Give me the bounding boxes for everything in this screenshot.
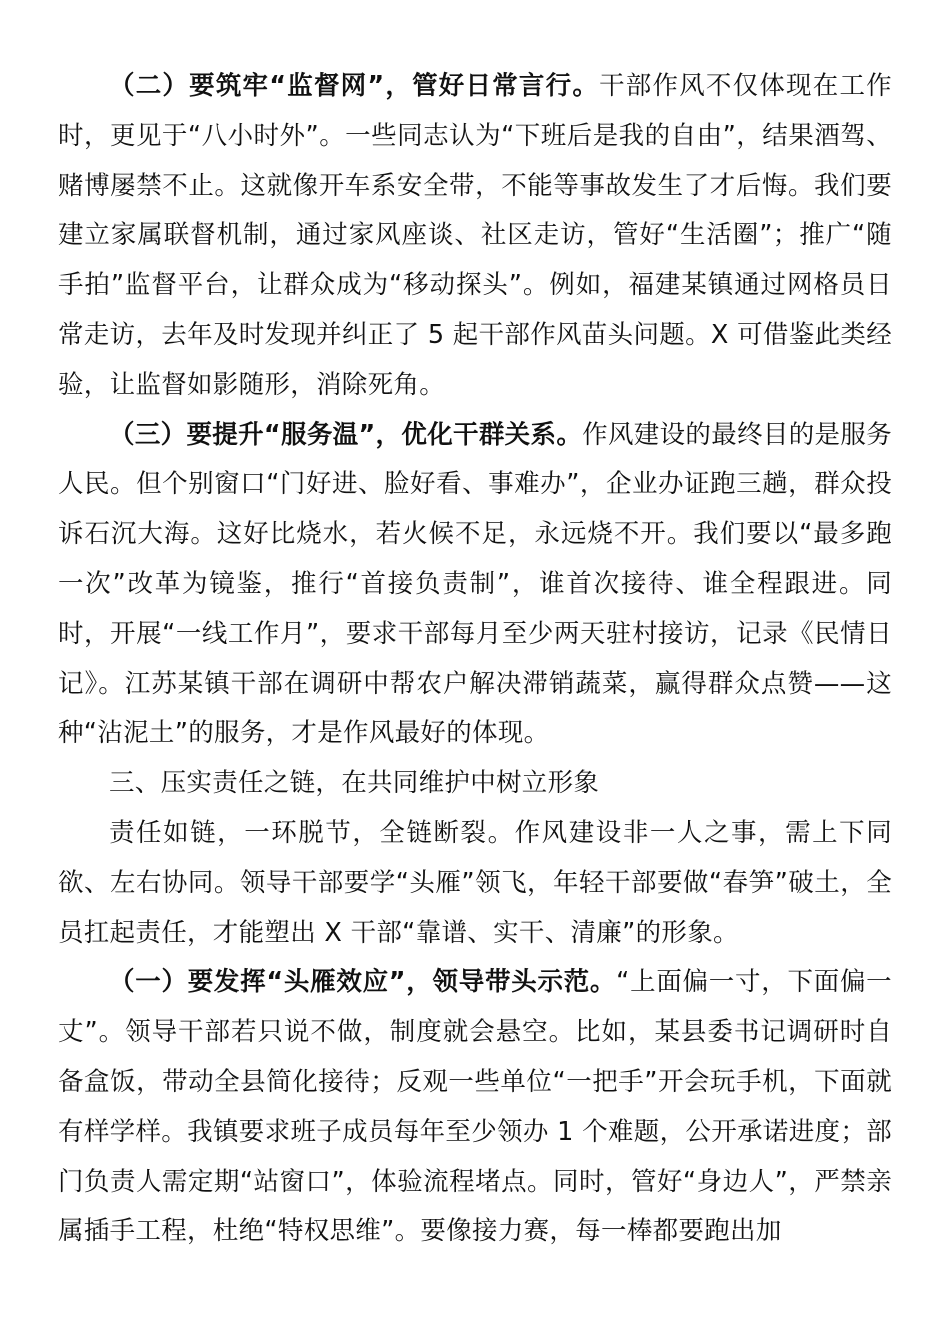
paragraph-body: 干部作风不仅体现在工作时，更见于“八小时外”。一些同志认为“下班后是我的自由”，结果酒驾、赌博屡禁不止。这就像开车系安全带，不能等事故发生了才后悔。我们要建立家属联督机制，通过家风座谈、社区走访，管好“生活圈”；推广“随手拍”监督平台，让群众成为“移动探头”。例如，福建某镇通过网格员日常走访，去年及时发现并纠正了 5 起干部作风苗头问题。X 可借鉴此类经验，让监督如影随形，消除死角。 xyxy=(58,71,892,400)
paragraph-service-warmth xyxy=(58,411,892,760)
paragraph-body: 责任如链，一环脱节，全链断裂。作风建设非一人之事，需上下同欲、左右协同。领导干部要学“头雁”领飞，年轻干部要做“春笋”破土，全员扛起责任，才能塑出 X 干部“靠谱、实干、清廉”的形象。 xyxy=(58,817,892,948)
paragraph-lead-bold: （一）要发挥“头雁效应”，领导带头示范。 xyxy=(109,967,617,998)
paragraph-lead-bold: （二）要筑牢“监督网”，管好日常言行。 xyxy=(109,71,600,101)
paragraph-body: “上面偏一寸，下面偏一丈”。领导干部若只说不做，制度就会悬空。比如，某县委书记调研时自备盒饭，带动全县简化接待；反观一些单位“一把手”开会玩手机，下面就有样学样。我镇要求班子成员每年至少领办 1 个难题，公开承诺进度；部门负责人需定期“站窗口”，体验流程堵点。同时，管好“身边人”，严禁亲属插手工程，杜绝“特权思维”。要像接力赛，每一棒都要跑出加 xyxy=(58,967,892,1247)
document-page xyxy=(58,62,892,1257)
paragraph-responsibility-chain xyxy=(58,809,892,958)
paragraph-body: 作风建设的最终目的是服务人民。但个别窗口“门好进、脸好看、事难办”，企业办证跑三趟，群众投诉石沉大海。这好比烧水，若火候不足，永远烧不开。我们要以“最多跑一次”改革为镜鉴，推行“首接负责制”，谁首次接待、谁全程跟进。同时，开展“一线工作月”，要求干部每月至少两天驻村接访，记录《民情日记》。江苏某镇干部在调研中帮农户解决滞销蔬菜，赢得群众点赞——这种“沾泥土”的服务，才是作风最好的体现。 xyxy=(58,419,892,749)
paragraph-supervision-net xyxy=(58,62,892,411)
paragraph-lead-goose-effect xyxy=(58,958,892,1257)
section-heading-three: 三、压实责任之链，在共同维护中树立形象 xyxy=(109,768,600,799)
paragraph-lead-bold: （三）要提升“服务温”，优化干群关系。 xyxy=(109,419,583,450)
